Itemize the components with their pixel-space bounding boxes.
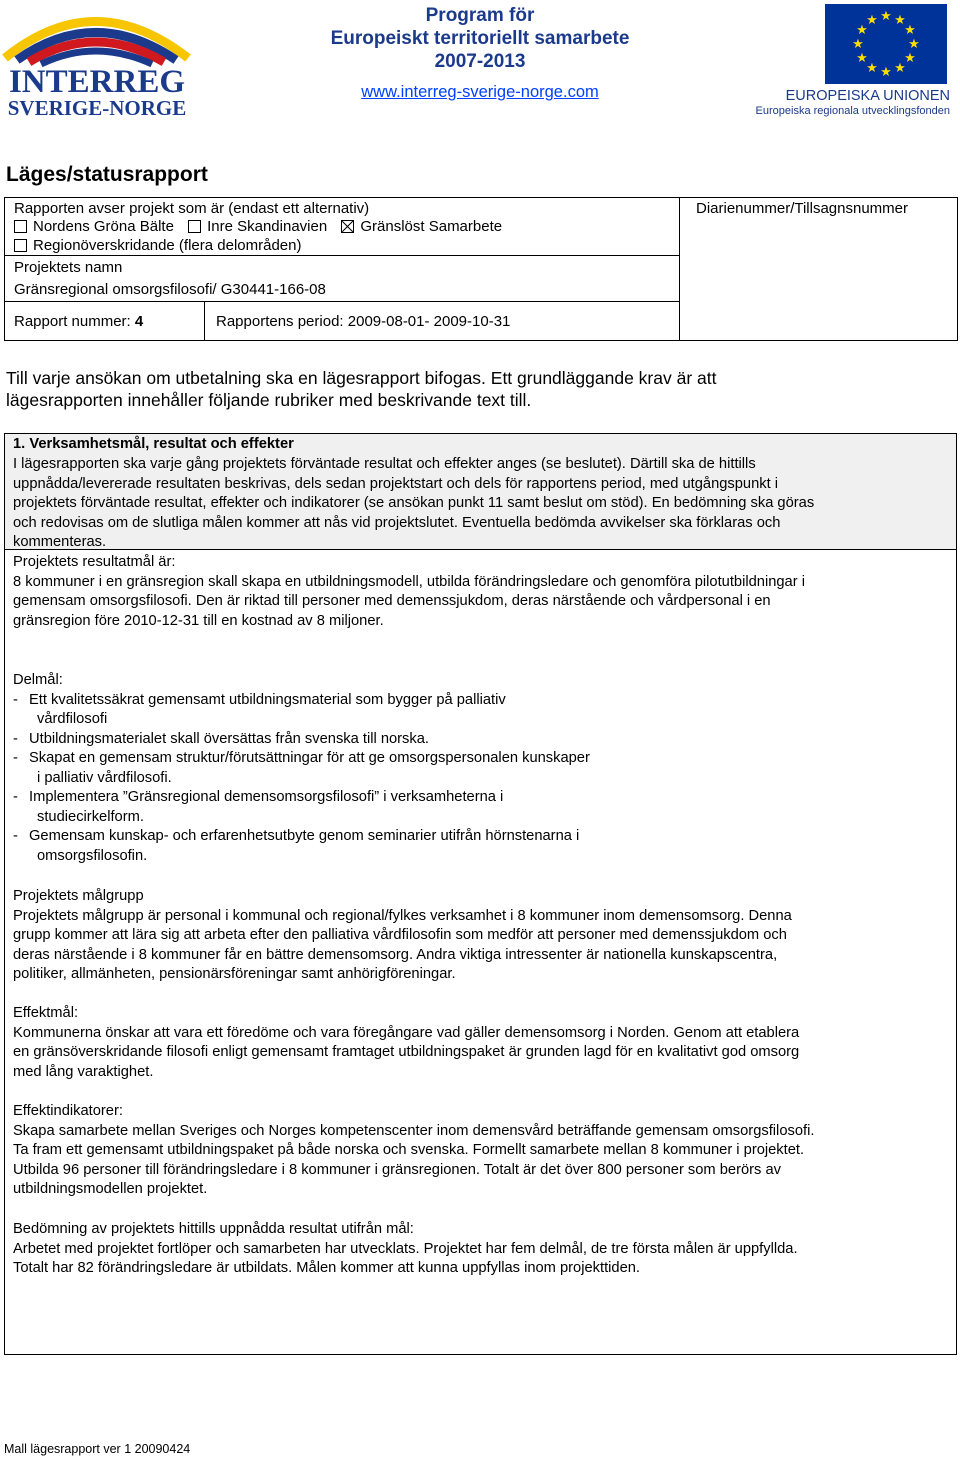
instruction-line: projektets förväntade resultat, effekter och indikatorer (se ansökan punkt 11 samt beslut om stöd). En bedömning ska göras <box>13 495 815 511</box>
sub-goal-item: - Skapat en gemensam struktur/förutsättningar för att ge omsorgspersonalen kunskaper i palliativ vårdfilosofi. <box>13 749 948 788</box>
section-1-heading: 1. Verksamhetsmål, resultat och effekter <box>13 436 294 452</box>
sub-goal-item: - Utbildningsmaterialet skall översättas från svenska till norska. <box>13 730 948 750</box>
option-label: Nordens Gröna Bälte <box>33 218 174 235</box>
program-header <box>300 4 660 102</box>
project-type-options-row1 <box>14 217 502 236</box>
program-line-2: Europeiskt territoriellt samarbete <box>330 28 630 49</box>
svg-text:★: ★ <box>866 13 878 28</box>
result-goal-line: gemensam omsorgsfilosofi. Den är riktad till personer med demenssjukdom, deras närstående och vårdpersonal i en <box>13 593 771 609</box>
eu-flag-icon <box>825 4 947 84</box>
effect-indicators-block <box>13 1102 948 1200</box>
report-period <box>216 312 510 331</box>
checkbox-nordens-grona-balte[interactable] <box>14 220 27 233</box>
effect-goal-label: Effektmål: <box>13 1005 79 1021</box>
sub-goal-item: - Ett kvalitetssäkrat gemensamt utbildningsmaterial som bygger på palliativ vårdfilosofi <box>13 691 948 730</box>
svg-text:★: ★ <box>904 51 916 66</box>
info-box-divider-vertical <box>679 197 680 341</box>
sub-goal-continuation: omsorgsfilosofin. <box>37 847 148 864</box>
svg-text:★: ★ <box>894 13 906 28</box>
sub-goals-block <box>13 671 948 866</box>
info-box-top-border <box>4 197 958 198</box>
project-name-label: Projektets namn <box>14 259 123 276</box>
intro-line-1: Till varje ansökan om utbetalning ska en lägesrapport bifogas. Ett grundläggande krav är att <box>6 368 717 388</box>
effect-goal-line: Kommunerna önskar att vara ett föredöme och vara föregångare vad gäller demensomsorg i Norden. Genom att etablera <box>13 1024 800 1041</box>
project-name-value: Gränsregional omsorgsfilosofi/ G30441-166-08 <box>14 281 326 298</box>
project-type-options-row2 <box>14 236 301 255</box>
report-period-label: Rapportens period: <box>216 313 344 330</box>
report-period-value: 2009-08-01- 2009-10-31 <box>347 313 511 330</box>
instruction-line: och redovisas om de slutliga målen kommer att nås vid projektslutet. Eventuella bedömda avvikelser ska förklaras och <box>13 514 781 531</box>
option-granslost-samarbete[interactable] <box>341 218 502 235</box>
sub-goal-continuation: vårdfilosofi <box>37 711 108 727</box>
option-label: Regionöverskridande (flera delområden) <box>33 237 302 254</box>
svg-text:★: ★ <box>908 37 920 52</box>
logo-text-sverige-norge: SVERIGE-NORGE <box>7 96 187 120</box>
effect-goal-block <box>13 1004 948 1082</box>
sub-goals-label: Delmål: <box>13 672 63 688</box>
intro-text <box>6 367 956 411</box>
diary-number-label: Diarienummer/Tillsagnsnummer <box>696 200 908 217</box>
svg-text:★: ★ <box>852 37 864 52</box>
report-number-value: 4 <box>134 313 144 330</box>
sub-goal-item: - Implementera ”Gränsregional demensomsorgsfilosofi” i verksamheterna i studiecirkelform. <box>13 788 948 827</box>
assessment-line: Arbetet med projektet fortlöper och samarbeten har utvecklats. Projektet har fem delmål, de tre första målen är uppfyllda. <box>13 1240 798 1257</box>
result-goal-line: 8 kommuner i en gränsregion skall skapa en utbildningsmodell, utbilda förändringsledare och genomföra pilotutbildningar i <box>13 573 805 590</box>
effect-goal-line: en gränsöverskridande filosofi enligt gemensamt framtaget utbildningspaket är grunden lagd för en kvalitativt god omsorg <box>13 1044 800 1060</box>
sub-goal-line: Gemensam kunskap- och erfarenhetsutbyte genom seminarier utifrån hörnstenarna i <box>29 828 580 844</box>
effect-indicator-line: Ta fram ett gemensamt utbildningspaket på både norska och svenska. Formellt samarbete mellan 8 kommuner i projektet. <box>13 1142 805 1158</box>
logo-text-interreg: INTERREG <box>8 64 186 100</box>
sub-goal-continuation: i palliativ vårdfilosofi. <box>37 769 172 786</box>
svg-text:★: ★ <box>894 61 906 76</box>
target-group-label: Projektets målgrupp <box>13 888 144 904</box>
info-box-divider-period <box>204 301 205 341</box>
svg-text:★: ★ <box>880 65 892 80</box>
option-inre-skandinavien[interactable] <box>188 218 327 235</box>
sub-goal-line: Skapat en gemensam struktur/förutsättningar för att ge omsorgspersonalen kunskaper <box>29 750 590 766</box>
document-title: Läges/statusrapport <box>6 163 208 186</box>
assessment-block <box>13 1220 948 1279</box>
svg-text:★: ★ <box>904 23 916 38</box>
report-number <box>14 312 143 331</box>
sub-goal-continuation: studiecirkelform. <box>37 808 144 825</box>
result-goal-label: Projektets resultatmål är: <box>13 554 176 570</box>
info-box-divider-row2 <box>4 301 680 302</box>
report-number-label: Rapport nummer: <box>14 313 131 330</box>
target-group-line: grupp kommer att lära sig att arbeta efter den palliativa vårdfilosofin som medför att personer med demenssjukdom och <box>13 927 787 943</box>
info-box-left-border <box>4 197 5 341</box>
option-label: Gränslöst Samarbete <box>360 218 503 235</box>
effect-indicator-line: Utbilda 96 personer till förändringsledare i 8 kommuner i gränsregionen. Totalt är det över 800 personer som berörs av <box>13 1161 781 1178</box>
info-box-divider-row1 <box>4 255 680 256</box>
instruction-line: I lägesrapporten ska varje gång projektets förväntade resultat och effekter anges (se beslutet). Därtill ska de hittills <box>13 456 756 472</box>
eu-fund-name: Europeiska regionala utvecklingsfonden <box>755 105 950 117</box>
instruction-line: uppnådda/levererade resultaten beskrivas, dels sedan projektstart och dels för rapportens period, med utgångspunkt i <box>13 475 779 492</box>
program-line-3: 2007-2013 <box>434 51 526 72</box>
checkbox-inre-skandinavien[interactable] <box>188 220 201 233</box>
section-1-instructions <box>13 455 948 553</box>
target-group-line: politiker, allmänheten, pensionärsföreningar samt anhörigföreningar. <box>13 966 456 982</box>
intro-line-2: lägesrapporten innehåller följande rubriker med beskrivande text till. <box>6 390 532 410</box>
eu-name: EUROPEISKA UNIONEN <box>785 88 950 104</box>
program-line-1: Program för <box>425 5 535 26</box>
sub-goal-line: Utbildningsmaterialet skall översättas från svenska till norska. <box>29 730 429 747</box>
interreg-logo <box>0 0 195 122</box>
sub-goal-line: Implementera ”Gränsregional demensomsorgsfilosofi” i verksamheterna i <box>29 789 504 805</box>
website-link[interactable]: www.interreg-sverige-norge.com <box>361 83 599 101</box>
effect-indicator-line: Skapa samarbete mellan Sveriges och Norges kompetenscenter inom demensvård beträffande gemensam omsorgsfilosofi. <box>13 1122 815 1139</box>
effect-indicators-label: Effektindikatorer: <box>13 1103 123 1119</box>
svg-text:★: ★ <box>856 51 868 66</box>
checkbox-granslost-samarbete[interactable] <box>341 220 354 233</box>
option-label: Inre Skandinavien <box>207 218 328 235</box>
svg-text:★: ★ <box>880 9 892 24</box>
svg-text:★: ★ <box>856 23 868 38</box>
eu-text <box>742 88 950 118</box>
result-goal-line: gränsregion före 2010-12-31 till en kostnad av 8 miljoner. <box>13 612 384 629</box>
option-regionoverskridande[interactable] <box>14 237 301 254</box>
sub-goal-item: - Gemensam kunskap- och erfarenhetsutbyte genom seminarier utifrån hörnstenarna i omsorgsfilosofin. <box>13 827 948 866</box>
checkbox-regionoverskridande[interactable] <box>14 239 27 252</box>
target-group-line: Projektets målgrupp är personal i kommunal och regional/fylkes verksamhet i 8 kommuner inom demensomsorg. Denna <box>13 907 792 924</box>
assessment-label: Bedömning av projektets hittills uppnådda resultat utifrån mål: <box>13 1221 414 1237</box>
assessment-line: Totalt har 82 förändringsledare är utbildats. Målen kommer att kunna uppfyllas inom projekttiden. <box>13 1260 640 1276</box>
info-box-right-border <box>957 197 958 341</box>
footer-template-version: Mall lägesrapport ver 1 20090424 <box>4 1442 191 1456</box>
effect-goal-line: med lång varaktighet. <box>13 1063 154 1080</box>
target-group-block <box>13 887 948 985</box>
project-type-label: Rapporten avser projekt som är (endast ett alternativ) <box>14 200 370 217</box>
sub-goal-line: Ett kvalitetssäkrat gemensamt utbildningsmaterial som bygger på palliativ <box>29 691 506 708</box>
effect-indicator-line: utbildningsmodellen projektet. <box>13 1181 208 1197</box>
result-goal-block <box>13 553 948 631</box>
instruction-line: kommenteras. <box>13 534 107 550</box>
info-box-bottom-border <box>4 340 958 341</box>
svg-text:★: ★ <box>866 61 878 76</box>
target-group-line: deras närstående i 8 kommuner får en bättre demensomsorg. Andra viktiga intressenter är nationella kunskapscentra, <box>13 946 778 963</box>
option-nordens-grona-balte[interactable] <box>14 218 174 235</box>
